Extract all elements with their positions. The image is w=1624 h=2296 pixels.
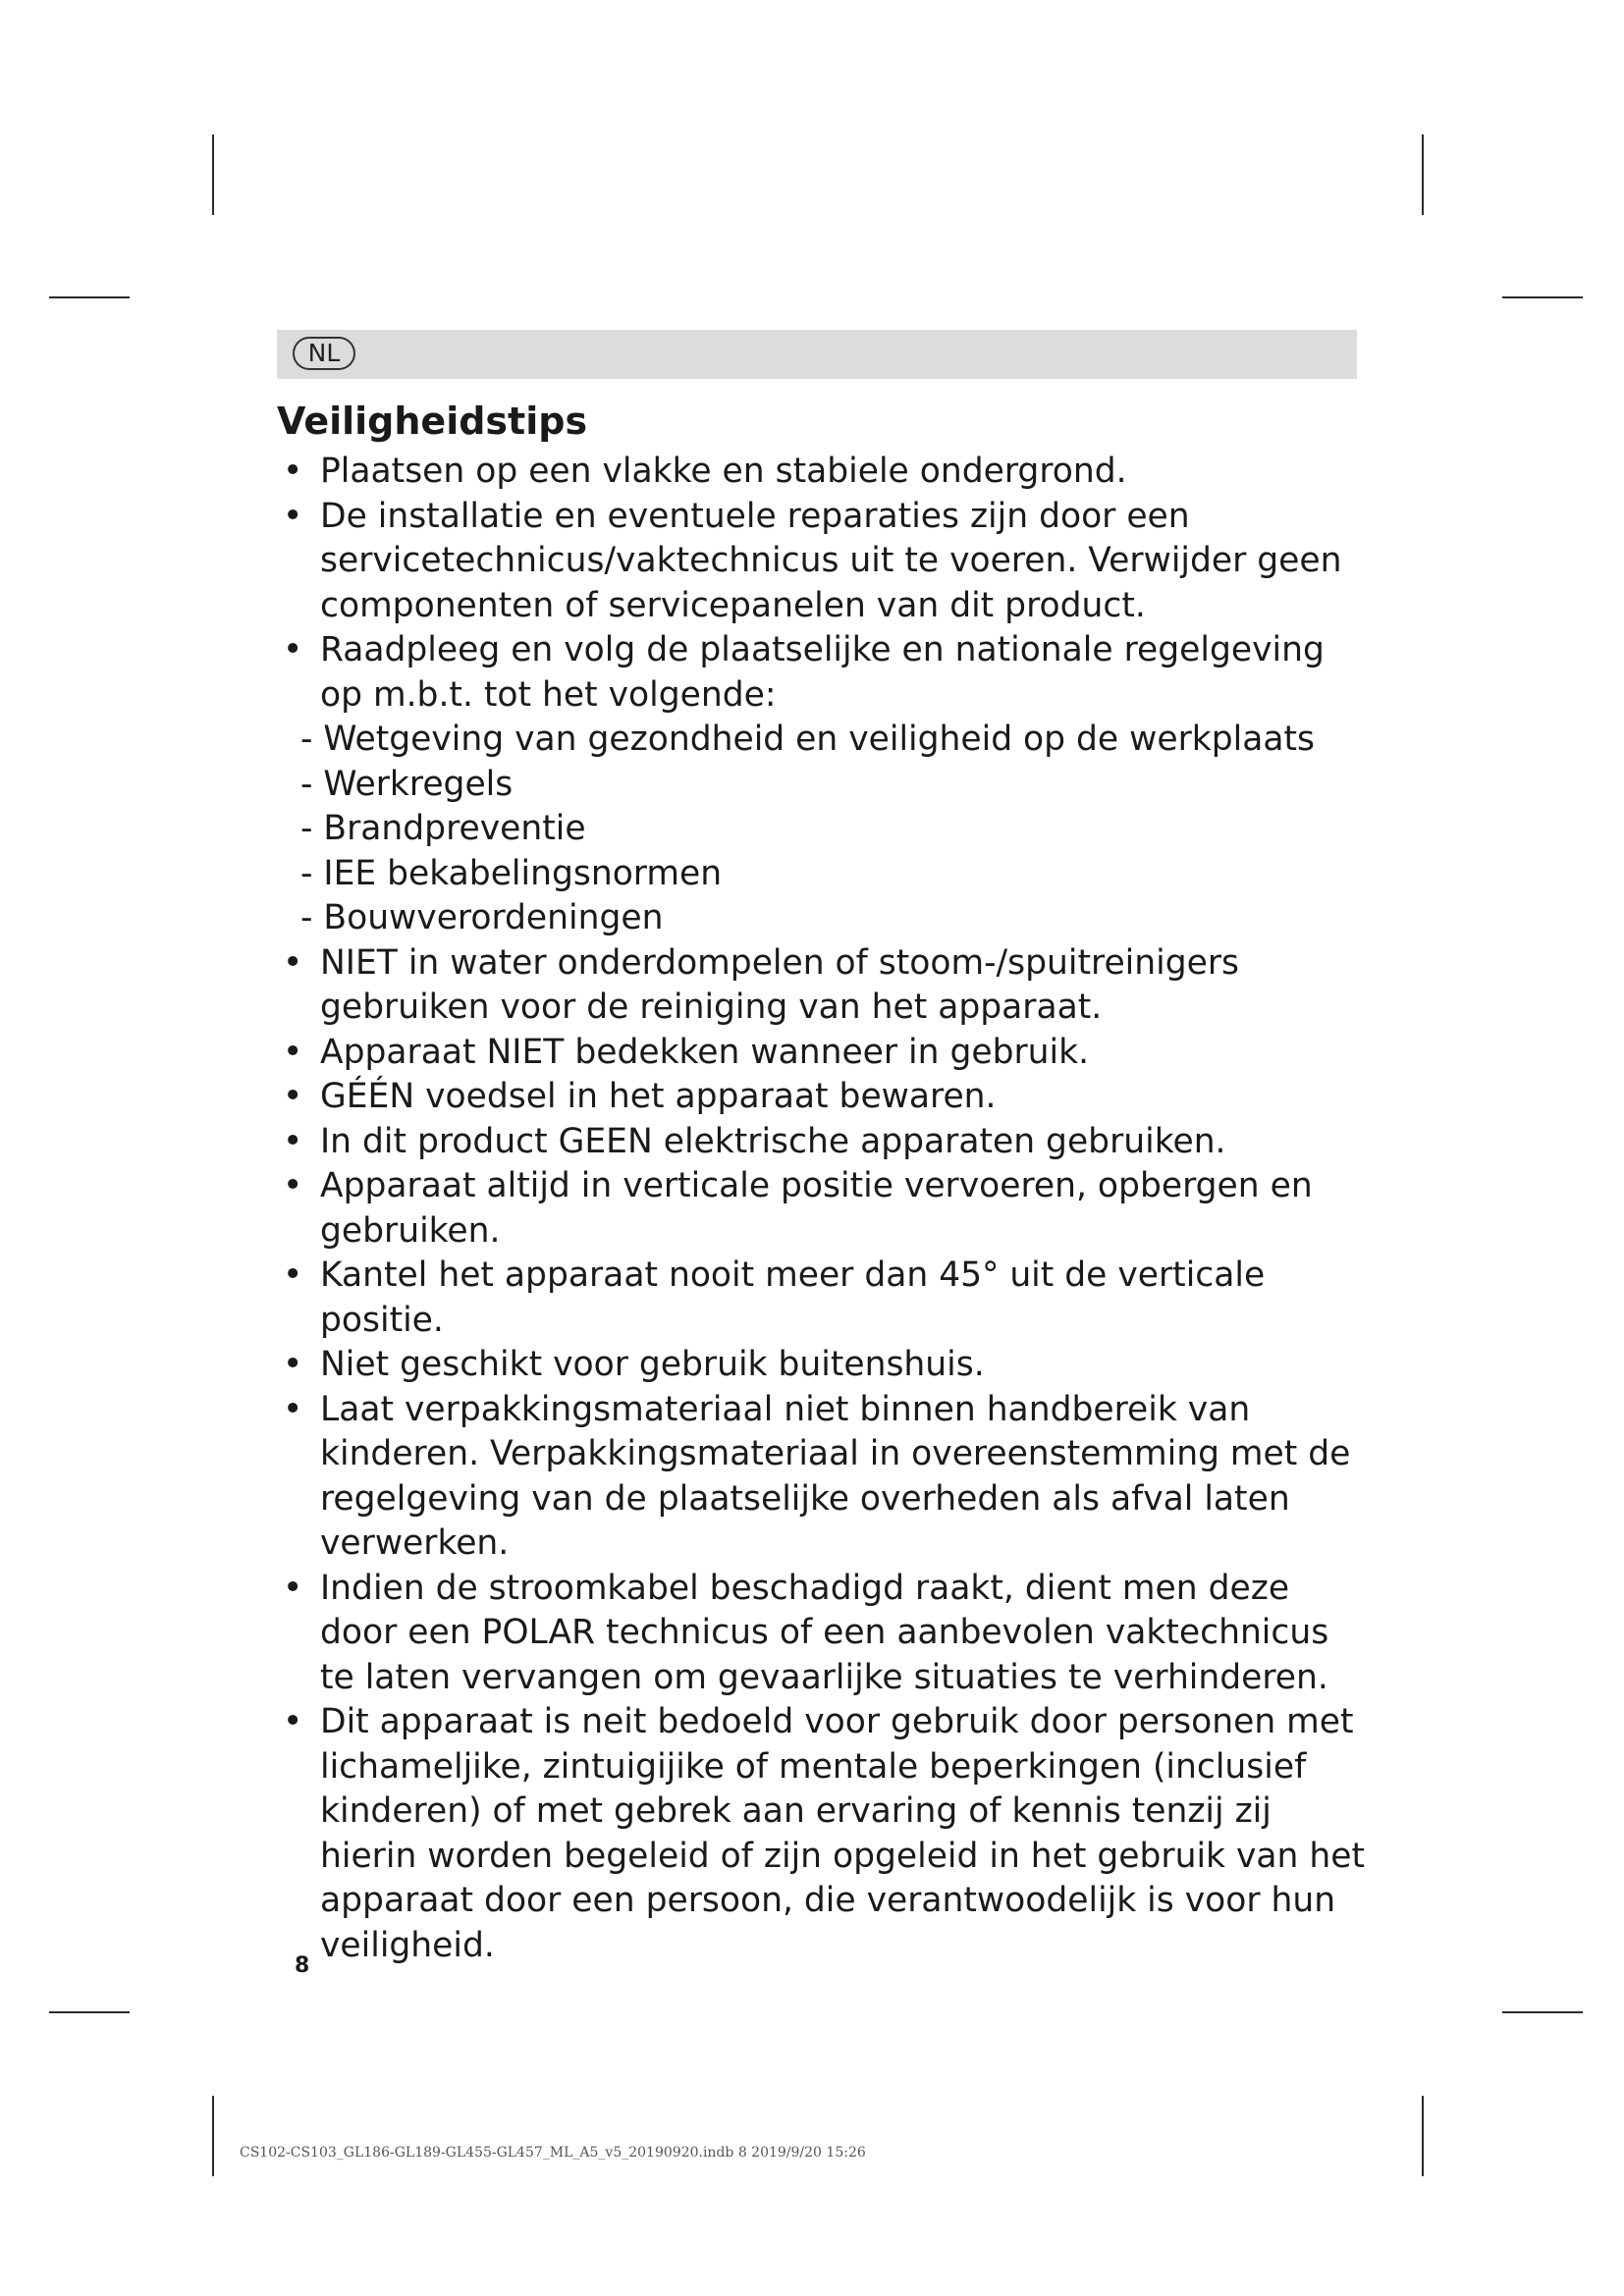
list-item-text: Laat verpakkingsmateriaal niet binnen handbereik van kinderen. Verpakkingsmateriaal in overeenstemming met de regelgeving van de plaatselijke overheden als afval laten verwerken. (320, 1389, 1351, 1563)
crop-mark-top-left (212, 134, 214, 215)
list-item (277, 495, 1367, 629)
list-item (277, 1254, 1367, 1343)
bullet-icon: • (283, 1166, 303, 1205)
bullet-icon: • (283, 496, 303, 536)
list-item-text: Kantel het apparaat nooit meer dan 45° uit de verticale positie. (320, 1255, 1266, 1340)
bullet-icon: • (283, 942, 303, 983)
bullet-icon: • (283, 1702, 303, 1741)
crop-mark-lower-left (49, 2011, 130, 2013)
list-item-text: De installatie en eventuele reparaties zijn door een servicetechnicus/vaktechnicus uit te voeren. Verwijder geen componenten of servicepanelen van dit product. (320, 496, 1342, 625)
list-item-text: NIET in water onderdompelen of stoom-/spuitreinigers gebruiken voor de reiniging van het apparaat. (320, 942, 1239, 1027)
list-item-text: Niet geschikt voor gebruik buitenshuis. (320, 1345, 985, 1384)
list-item (277, 628, 1367, 718)
list-item (277, 450, 1367, 495)
sub-list-item: - Bouwverordeningen (300, 898, 664, 937)
bullet-icon: • (283, 1389, 303, 1429)
print-slug: CS102-CS103_GL186-GL189-GL455-GL457_ML_A5_v5_20190920.indb 8 2019/9/20 15:26 (240, 2145, 866, 2161)
bullet-icon: • (283, 1121, 303, 1161)
bullet-icon: • (283, 1032, 303, 1072)
list-item (277, 1031, 1367, 1076)
bullet-icon: • (283, 452, 303, 491)
language-bar (277, 330, 1357, 379)
bullet-icon: • (283, 1255, 303, 1295)
list-item-text: Raadpleeg en volg de plaatselijke en nationale regelgeving op m.b.t. tot het volgende: (320, 630, 1325, 715)
list-item (277, 1700, 1367, 1968)
bullet-icon: • (283, 630, 303, 669)
crop-mark-top-right (1422, 134, 1424, 215)
list-item (277, 1120, 1367, 1165)
bullet-icon: • (283, 1345, 303, 1384)
crop-mark-upper-right (1502, 296, 1583, 298)
sub-list-item: - Werkregels (300, 764, 514, 804)
list-item-text: Apparaat NIET bedekken wanneer in gebruik. (320, 1032, 1090, 1072)
safety-tips-list (277, 450, 1367, 1968)
list-item (277, 1075, 1367, 1120)
sub-list-item: - Wetgeving van gezondheid en veiligheid op de werkplaats (300, 720, 1315, 759)
list-item-text: GÉÉN voedsel in het apparaat bewaren. (320, 1077, 997, 1116)
section-heading: Veiligheidstips (277, 400, 588, 443)
sub-list-item: - Brandpreventie (300, 809, 586, 848)
crop-mark-lower-right (1502, 2011, 1583, 2013)
list-item (277, 1343, 1367, 1388)
list-item-text: Plaatsen op een vlakke en stabiele ondergrond. (320, 452, 1127, 491)
bullet-icon: • (283, 1077, 303, 1116)
crop-mark-bottom-right (1422, 2096, 1424, 2176)
list-item-text: Indien de stroomkabel beschadigd raakt, dient men deze door een POLAR technicus of een aanbevolen vaktechnicus te laten vervangen om gevaarlijke situaties te verhinderen. (320, 1568, 1329, 1697)
crop-mark-bottom-left (212, 2096, 214, 2176)
sub-list-item: - IEE bekabelingsnormen (300, 853, 723, 893)
list-item-text: In dit product GEEN elektrische apparaten gebruiken. (320, 1121, 1226, 1161)
page-number: 8 (295, 1953, 310, 1978)
list-item (277, 941, 1367, 1031)
list-item-text: Apparaat altijd in verticale positie vervoeren, opbergen en gebruiken. (320, 1166, 1313, 1251)
language-badge: NL (293, 337, 355, 370)
list-item (277, 1388, 1367, 1567)
list-item (277, 1164, 1367, 1254)
list-item (277, 1567, 1367, 1701)
crop-mark-upper-left (49, 296, 130, 298)
list-item-text: Dit apparaat is neit bedoeld voor gebruik door personen met lichameljike, zintuigijike of mentale beperkingen (inclusief kinderen) of met gebrek aan ervaring of kennis tenzij zij hierin worden begeleid of zijn opgeleid in het gebruik van het apparaat door een persoon, die verantwoodelijk is voor hun veiligheid. (320, 1702, 1365, 1965)
bullet-icon: • (283, 1568, 303, 1608)
